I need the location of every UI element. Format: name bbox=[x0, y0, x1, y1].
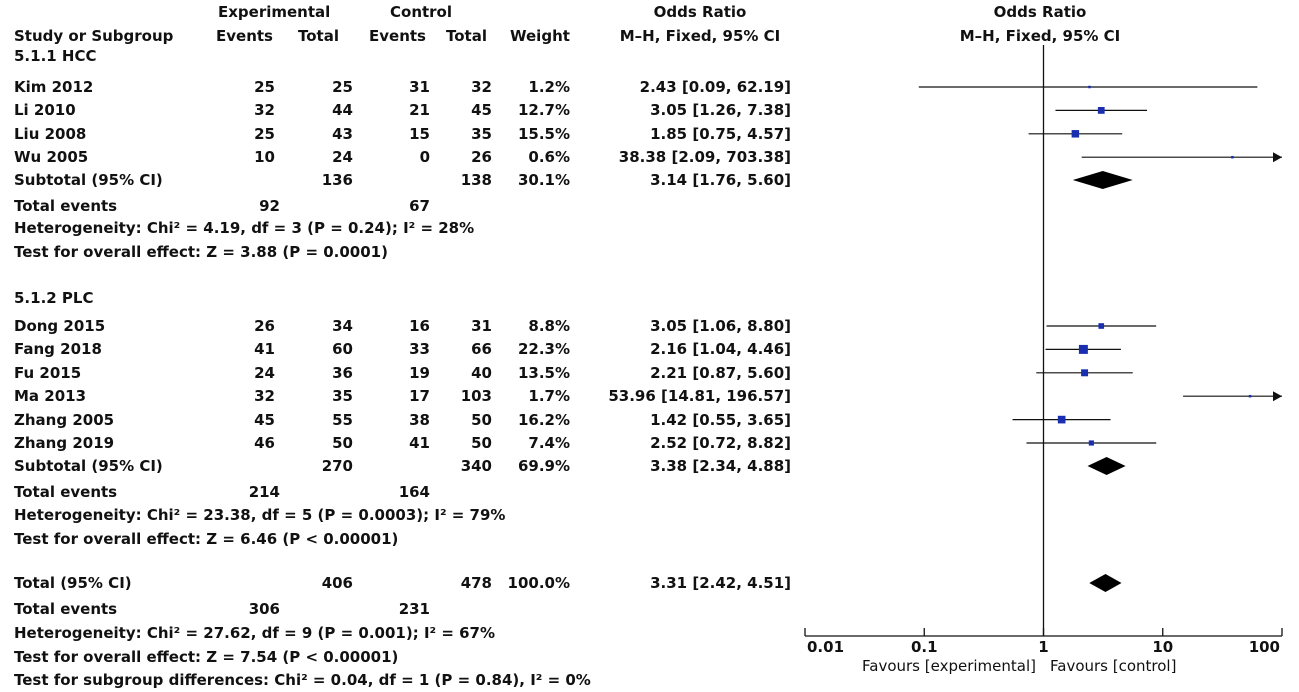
ci-arrow-right bbox=[1273, 391, 1282, 401]
study-name: Fang 2018 bbox=[14, 340, 102, 359]
pooled-diamond bbox=[1073, 171, 1133, 189]
exp-total: 50 bbox=[332, 434, 353, 452]
ctl-total: 50 bbox=[471, 434, 492, 452]
study-weight: 15.5% bbox=[517, 124, 570, 143]
study-name: Fu 2015 bbox=[14, 363, 82, 382]
exp-events: 26 bbox=[254, 317, 275, 335]
study-name: Li 2010 bbox=[14, 101, 76, 120]
header-control: Control bbox=[390, 3, 453, 21]
overall-effect-text: Test for overall effect: Z = 6.46 (P < 0.00001) bbox=[14, 530, 399, 548]
ctl-events: 31 bbox=[409, 78, 430, 96]
header-method-left: M–H, Fixed, 95% CI bbox=[619, 27, 781, 45]
study-square bbox=[1089, 440, 1094, 445]
heterogeneity-text: Heterogeneity: Chi² = 4.19, df = 3 (P = 0.24); I² = 28% bbox=[14, 219, 475, 237]
overall-effect-text: Test for overall effect: Z = 3.88 (P = 0.0001) bbox=[14, 243, 388, 261]
exp-events: 10 bbox=[254, 148, 275, 167]
study-ci: 2.43 [0.09, 62.19] bbox=[639, 78, 791, 96]
x-axis-tick-label: 0.01 bbox=[807, 638, 845, 656]
header-ctl-total: Total bbox=[446, 27, 487, 45]
study-ci: 38.38 [2.09, 703.38] bbox=[618, 148, 791, 167]
study-name: Ma 2013 bbox=[14, 387, 87, 406]
header-exp-total: Total bbox=[298, 27, 339, 45]
total-events-ctl: 164 bbox=[398, 483, 430, 501]
ctl-total: 45 bbox=[471, 101, 492, 120]
study-square bbox=[1088, 86, 1091, 89]
pooled-diamond bbox=[1089, 574, 1121, 592]
subtotal-ci: 3.14 [1.76, 5.60] bbox=[650, 171, 791, 189]
subtotal-weight: 30.1% bbox=[517, 171, 570, 189]
exp-events: 45 bbox=[254, 410, 275, 429]
exp-total: 24 bbox=[332, 148, 353, 167]
study-ci: 3.05 [1.06, 8.80] bbox=[650, 317, 791, 335]
exp-total: 43 bbox=[332, 124, 353, 143]
grand-overall-effect-text: Test for overall effect: Z = 7.54 (P < 0.00001) bbox=[14, 648, 399, 666]
header-exp-events: Events bbox=[216, 27, 273, 45]
exp-events: 46 bbox=[254, 434, 275, 452]
study-ci: 1.85 [0.75, 4.57] bbox=[650, 124, 791, 143]
header-odds-ratio-left: Odds Ratio bbox=[653, 3, 747, 21]
total-weight: 100.0% bbox=[507, 574, 570, 592]
subtotal-exp-total: 136 bbox=[321, 171, 353, 189]
total-ctl-total: 478 bbox=[460, 574, 492, 592]
exp-events: 24 bbox=[254, 363, 275, 382]
ctl-events: 0 bbox=[419, 148, 430, 167]
header-weight: Weight bbox=[510, 27, 570, 45]
ctl-events: 17 bbox=[409, 387, 430, 406]
study-weight: 16.2% bbox=[517, 410, 570, 429]
exp-events: 41 bbox=[254, 340, 275, 359]
study-ci: 2.52 [0.72, 8.82] bbox=[650, 434, 791, 452]
ctl-total: 32 bbox=[471, 78, 492, 96]
total-events-label: Total events bbox=[14, 197, 118, 215]
exp-total: 44 bbox=[332, 101, 353, 120]
exp-total: 34 bbox=[332, 317, 353, 335]
ctl-events: 19 bbox=[409, 363, 430, 382]
study-weight: 1.7% bbox=[528, 387, 570, 406]
grand-total-events-ctl: 231 bbox=[398, 600, 430, 618]
ctl-total: 50 bbox=[471, 410, 492, 429]
x-axis-tick-label: 10 bbox=[1152, 638, 1174, 656]
grand-heterogeneity-text: Heterogeneity: Chi² = 27.62, df = 9 (P = 0.001); I² = 67% bbox=[14, 624, 496, 642]
study-weight: 1.2% bbox=[528, 78, 570, 96]
ctl-events: 41 bbox=[409, 434, 430, 452]
total-label: Total (95% CI) bbox=[14, 574, 132, 592]
study-name: Zhang 2019 bbox=[14, 434, 115, 452]
ctl-events: 33 bbox=[409, 340, 430, 359]
x-axis-tick-label: 1 bbox=[1038, 638, 1049, 656]
ci-arrow-right bbox=[1273, 152, 1282, 162]
subtotal-exp-total: 270 bbox=[321, 457, 353, 475]
ctl-events: 21 bbox=[409, 101, 430, 120]
study-square bbox=[1072, 130, 1079, 137]
exp-total: 36 bbox=[332, 363, 353, 382]
study-name: Zhang 2005 bbox=[14, 410, 115, 429]
study-square bbox=[1098, 107, 1105, 114]
study-square bbox=[1249, 395, 1252, 398]
subtotal-ctl-total: 340 bbox=[460, 457, 492, 475]
exp-total: 25 bbox=[332, 78, 353, 96]
favours-control-label: Favours [control] bbox=[1050, 657, 1177, 675]
x-axis-tick-label: 100 bbox=[1248, 638, 1280, 656]
study-ci: 2.16 [1.04, 4.46] bbox=[650, 340, 791, 359]
total-exp-total: 406 bbox=[321, 574, 353, 592]
study-weight: 8.8% bbox=[528, 317, 570, 335]
ctl-total: 103 bbox=[460, 387, 492, 406]
subgroup-title: 5.1.2 PLC bbox=[14, 289, 94, 307]
exp-events: 25 bbox=[254, 78, 275, 96]
study-ci: 3.05 [1.26, 7.38] bbox=[650, 101, 791, 120]
header-method-right: M–H, Fixed, 95% CI bbox=[959, 27, 1121, 45]
total-events-exp: 92 bbox=[259, 197, 280, 215]
subtotal-label: Subtotal (95% CI) bbox=[14, 457, 163, 475]
subgroup-differences-text: Test for subgroup differences: Chi² = 0.04, df = 1 (P = 0.84), I² = 0% bbox=[14, 671, 591, 689]
x-axis-tick-label: 0.1 bbox=[910, 638, 938, 656]
total-ci: 3.31 [2.42, 4.51] bbox=[650, 574, 791, 592]
exp-total: 55 bbox=[332, 410, 353, 429]
exp-total: 60 bbox=[332, 340, 353, 359]
study-ci: 1.42 [0.55, 3.65] bbox=[650, 410, 791, 429]
subtotal-weight: 69.9% bbox=[517, 457, 570, 475]
study-name: Kim 2012 bbox=[14, 78, 94, 96]
study-name: Wu 2005 bbox=[14, 148, 89, 167]
grand-total-events-label: Total events bbox=[14, 600, 118, 618]
exp-events: 32 bbox=[254, 387, 275, 406]
study-name: Liu 2008 bbox=[14, 124, 87, 143]
study-name: Dong 2015 bbox=[14, 317, 106, 335]
study-square bbox=[1058, 416, 1066, 424]
ctl-events: 16 bbox=[409, 317, 430, 335]
grand-total-events-exp: 306 bbox=[248, 600, 280, 618]
study-weight: 22.3% bbox=[517, 340, 570, 359]
study-weight: 0.6% bbox=[528, 148, 570, 167]
exp-events: 32 bbox=[254, 101, 275, 120]
subgroup-title: 5.1.1 HCC bbox=[14, 47, 97, 65]
ctl-total: 66 bbox=[471, 340, 492, 359]
ctl-total: 35 bbox=[471, 124, 492, 143]
study-weight: 7.4% bbox=[528, 434, 570, 452]
total-events-exp: 214 bbox=[248, 483, 280, 501]
header-study: Study or Subgroup bbox=[14, 27, 174, 45]
study-ci: 2.21 [0.87, 5.60] bbox=[650, 363, 791, 382]
total-events-label: Total events bbox=[14, 483, 118, 501]
subtotal-ctl-total: 138 bbox=[460, 171, 492, 189]
study-weight: 12.7% bbox=[517, 101, 570, 120]
favours-experimental-label: Favours [experimental] bbox=[862, 657, 1036, 675]
study-weight: 13.5% bbox=[517, 363, 570, 382]
header-ctl-events: Events bbox=[369, 27, 426, 45]
subtotal-ci: 3.38 [2.34, 4.88] bbox=[650, 457, 791, 475]
ctl-total: 31 bbox=[471, 317, 492, 335]
ctl-total: 26 bbox=[471, 148, 492, 167]
study-square bbox=[1098, 323, 1104, 329]
study-square bbox=[1079, 345, 1088, 354]
exp-events: 25 bbox=[254, 124, 275, 143]
header-odds-ratio-right: Odds Ratio bbox=[993, 3, 1087, 21]
study-square bbox=[1081, 369, 1088, 376]
ctl-events: 38 bbox=[409, 410, 430, 429]
header-experimental: Experimental bbox=[218, 3, 331, 21]
ctl-total: 40 bbox=[471, 363, 492, 382]
study-ci: 53.96 [14.81, 196.57] bbox=[608, 387, 791, 406]
total-events-ctl: 67 bbox=[409, 197, 430, 215]
heterogeneity-text: Heterogeneity: Chi² = 23.38, df = 5 (P = 0.0003); I² = 79% bbox=[14, 506, 506, 524]
exp-total: 35 bbox=[332, 387, 353, 406]
pooled-diamond bbox=[1088, 457, 1126, 475]
ctl-events: 15 bbox=[409, 124, 430, 143]
study-square bbox=[1231, 156, 1234, 159]
subtotal-label: Subtotal (95% CI) bbox=[14, 171, 163, 189]
